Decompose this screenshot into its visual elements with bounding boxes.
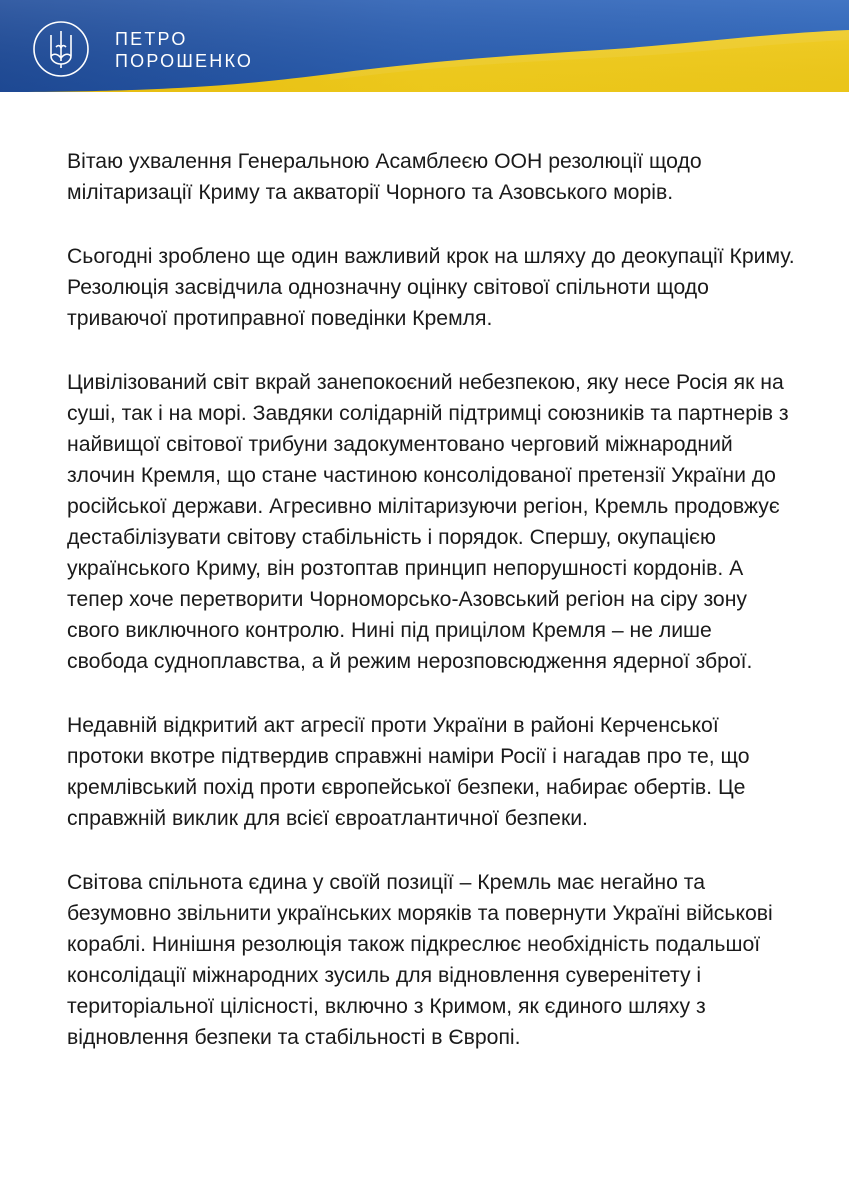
statement-paragraph: Вітаю ухвалення Генеральною Асамблеєю ООН резолюції щодо мілітаризації Криму та акваторії Чорного та Азовського морів. xyxy=(67,150,702,204)
statement-paragraph: Світова спільнота єдина у своїй позиції – Кремль має негайно та безумовно звільнити українських моряків та повернути Україні військові кораблі. Нинішня резолюція також підкреслює необхідність подальшої консолідації міжнародних зусиль для відновлення суверенітету і територіальної цілісності, включно з Кримом, як єдиного шляху з відновлення безпеки та стабільності в Європі. xyxy=(67,871,773,1049)
statement-paragraph: Сьогодні зроблено ще один важливий крок на шляху до деокупації Криму. Резолюція засвідчила однозначну оцінку світової спільноти щодо триваючої протиправної поведінки Кремля. xyxy=(67,245,795,330)
statement-paragraph: Цивілізований світ вкрай занепокоєний небезпекою, яку несе Росія як на суші, так і на морі. Завдяки солідарній підтримці союзників та партнерів з найвищої світової трибуни задокументовано черговий міжнародний злочин Кремля, що стане частиною консолідованої претензії України до російської держави. Агресивно мілітаризуючи регіон, Кремль продовжує дестабілізувати світову стабільність і порядок. Спершу, окупацією українського Криму, він розтоптав принцип непорушності кордонів. А тепер хоче перетворити Чорноморсько-Азовський регіон на сіру зону свого виключного контролю. Нині під прицілом Кремля – не лише свобода судноплавства, а й режим нерозповсюдження ядерної зброї. xyxy=(67,371,789,673)
flag-header xyxy=(0,0,849,92)
brand-first-name: ПЕТРО xyxy=(115,29,188,49)
brand-name xyxy=(115,28,253,72)
statement-paragraph: Недавній відкритий акт агресії проти України в районі Керченської протоки вкотре підтвердив справжні наміри Росії і нагадав про те, що кремлівський похід проти європейської безпеки, набирає обертів. Це справжній виклик для всієї євроатлантичної безпеки. xyxy=(67,714,750,830)
trident-icon xyxy=(32,20,90,78)
brand-last-name: ПОРОШЕНКО xyxy=(115,51,254,71)
statement-body xyxy=(67,146,797,1086)
